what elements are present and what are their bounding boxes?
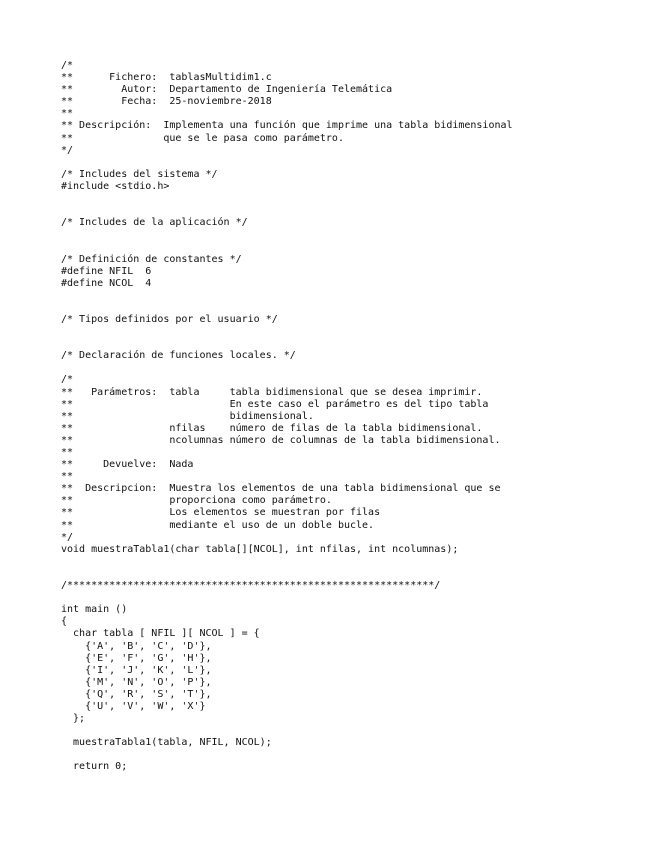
code-line: [61, 725, 513, 737]
code-line: #define NFIL 6: [61, 265, 152, 277]
code-line: #define NCOL 4: [61, 277, 152, 289]
code-line: [61, 205, 513, 217]
code-line: char tabla [ NFIL ][ NCOL ] = {: [61, 628, 260, 640]
code-line: {: [61, 616, 68, 628]
code-line: return 0;: [61, 761, 128, 773]
code-line: **: [61, 471, 74, 483]
code-line: [61, 241, 513, 253]
code-line: ** proporciona como parámetro.: [61, 495, 332, 507]
code-line: /*: [61, 60, 74, 71]
code-line: /* Tipos definidos por el usuario */: [61, 313, 278, 325]
code-line: [61, 326, 513, 338]
code-line: void muestraTabla1(char tabla[][NCOL], int nfilas, int ncolumnas);: [61, 543, 459, 555]
source-code: [61, 60, 513, 774]
code-line: */: [61, 531, 74, 543]
code-line: [61, 157, 513, 169]
code-line: ** Devuelve: Nada: [61, 459, 194, 471]
code-line: ** que se le pasa como parámetro.: [61, 132, 344, 144]
code-line: ** mediante el uso de un doble bucle.: [61, 519, 375, 531]
code-line: {'E', 'F', 'G', 'H'},: [61, 652, 212, 664]
code-line: #include <stdio.h>: [61, 180, 170, 192]
code-line: [61, 338, 513, 350]
code-line: [61, 229, 513, 241]
code-line: ** ncolumnas número de columnas de la tabla bidimensional.: [61, 434, 501, 446]
code-line: ** Fichero: tablasMultidim1.c: [61, 72, 272, 84]
code-line: /* Declaración de funciones locales. */: [61, 350, 296, 362]
code-line: {'I', 'J', 'K', 'L'},: [61, 664, 212, 676]
code-line: [61, 362, 513, 374]
code-line: /* Includes de la aplicación */: [61, 217, 248, 229]
code-line: [61, 592, 513, 604]
code-line: };: [61, 713, 86, 725]
code-line: ** bidimensional.: [61, 410, 314, 422]
code-line: [61, 568, 513, 580]
code-line: muestraTabla1(tabla, NFIL, NCOL);: [61, 737, 272, 749]
code-line: {'A', 'B', 'C', 'D'},: [61, 640, 212, 652]
code-line: ** En este caso el parámetro es del tipo tabla: [61, 398, 489, 410]
code-line: ** nfilas número de filas de la tabla bidimensional.: [61, 422, 483, 434]
code-line: [61, 556, 513, 568]
code-line: /*************************************************************/: [61, 580, 441, 592]
code-line: **: [61, 447, 74, 458]
code-line: {'U', 'V', 'W', 'X'}: [61, 700, 206, 712]
code-line: int main (): [61, 604, 128, 616]
code-line: ** Descripcion: Muestra los elementos de una tabla bidimensional que se: [61, 483, 501, 495]
code-line: ** Los elementos se muestran por filas: [61, 507, 381, 519]
code-line: /*: [61, 374, 74, 386]
code-line: */: [61, 144, 74, 156]
code-line: [61, 749, 513, 761]
code-line: **: [61, 108, 74, 120]
code-line: ** Fecha: 25-noviembre-2018: [61, 96, 272, 108]
code-line: /* Definición de constantes */: [61, 253, 242, 265]
code-line: /* Includes del sistema */: [61, 168, 218, 180]
code-line: {'M', 'N', 'O', 'P'},: [61, 676, 212, 688]
code-line: [61, 290, 513, 302]
code-line: ** Autor: Departamento de Ingeniería Telemática: [61, 84, 393, 96]
code-line: {'Q', 'R', 'S', 'T'},: [61, 688, 212, 700]
code-line: [61, 302, 513, 314]
code-line: ** Parámetros: tabla tabla bidimensional que se desea imprimir.: [61, 386, 483, 398]
code-line: ** Descripción: Implementa una función que imprime una tabla bidimensional: [61, 120, 513, 132]
code-line: [61, 193, 513, 205]
